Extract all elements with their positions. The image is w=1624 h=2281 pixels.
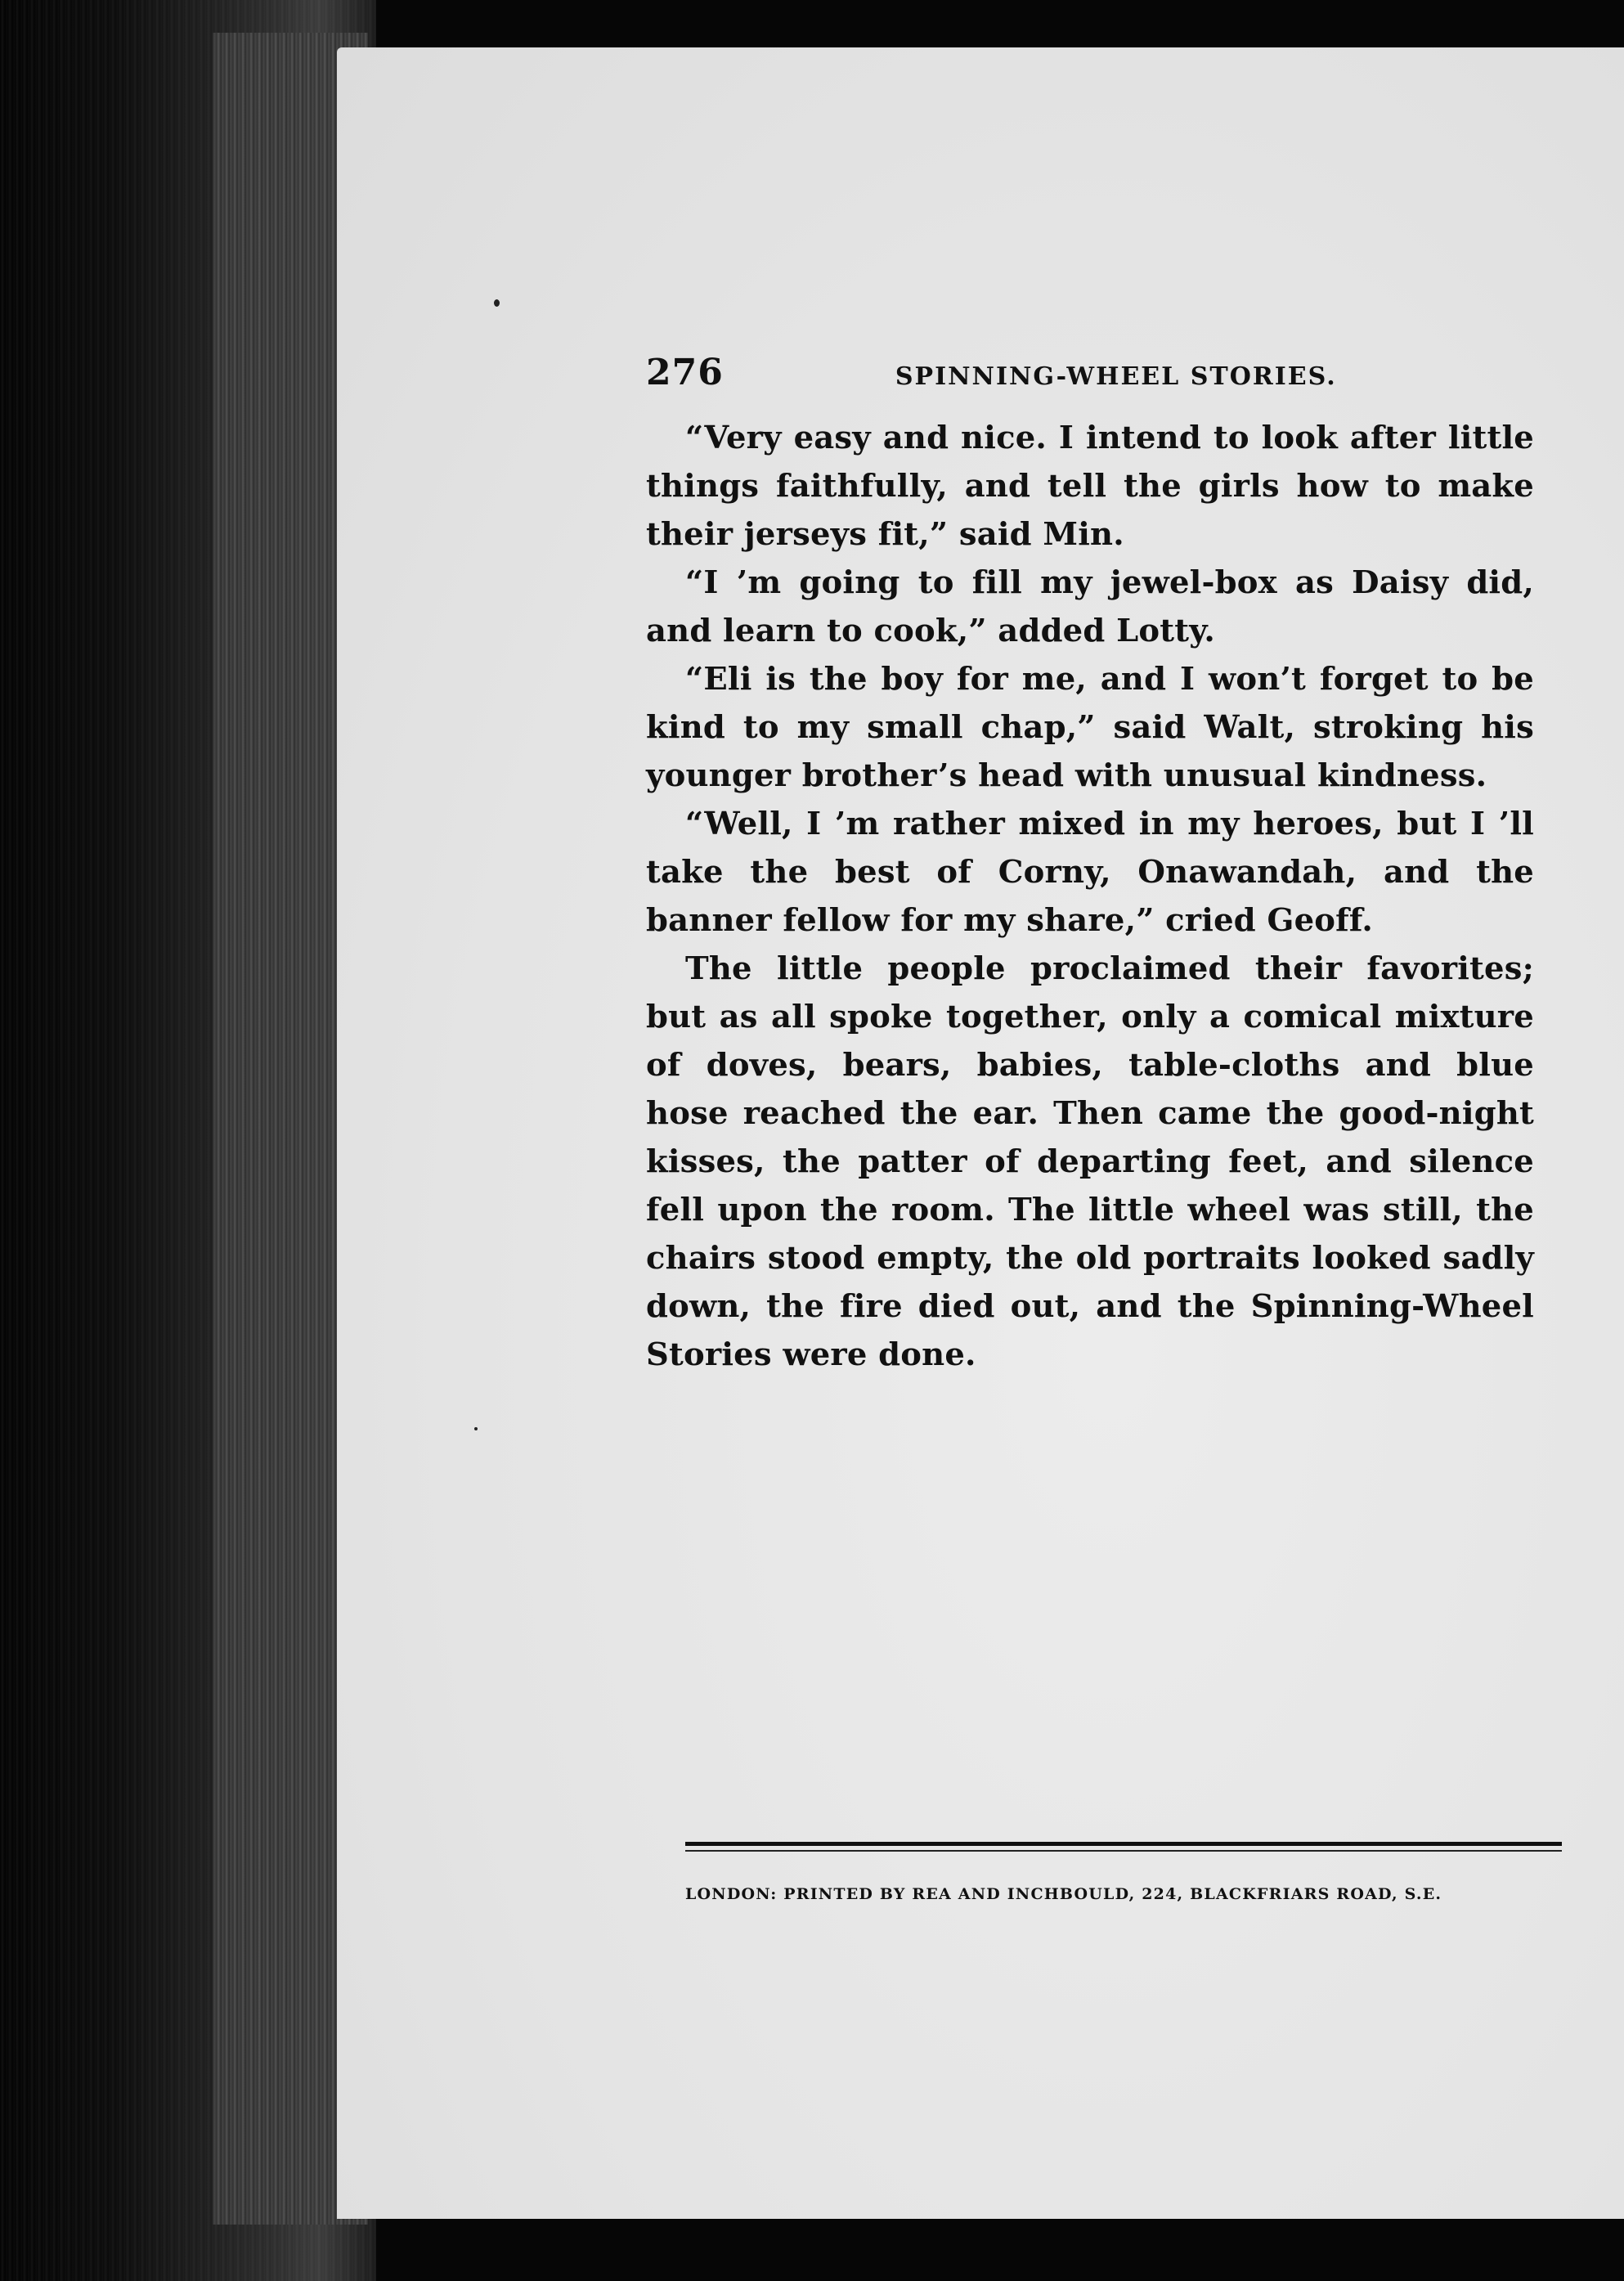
printer-imprint: LONDON: PRINTED BY REA AND INCHBOULD, 224, BLACKFRIARS ROAD, S.E. [685, 1885, 1442, 1903]
paragraph: “Eli is the boy for me, and I won’t forget to be kind to my small chap,” said Walt, stroking his younger brother’s head with unusual kindness. [646, 661, 1534, 794]
page-number: 276 [646, 352, 724, 393]
body-text [646, 414, 1534, 1379]
paragraph: “Very easy and nice. I intend to look after little things faithfully, and tell the girls how to make their jerseys fit,” said Min. [646, 420, 1534, 553]
page-content [646, 352, 1534, 1379]
footer-rule-thin [685, 1850, 1562, 1852]
page-header [646, 352, 1534, 409]
dust-speck [494, 299, 500, 307]
dust-speck [474, 1427, 478, 1430]
paragraph: The little people proclaimed their favorites; but as all spoke together, only a comical mixture of doves, bears, babies, table-cloths and blue hose reached the ear. Then came the good-night kisses, the patter of departing feet, and silence fell upon the room. The little wheel was still, the chairs stood empty, the old portraits looked sadly down, the fire died out, and the Spinning-Wheel Stories were done. [646, 950, 1534, 1373]
paragraph: “I ’m going to fill my jewel-box as Daisy did, and learn to cook,” added Lotty. [646, 564, 1534, 649]
footer-rule [685, 1842, 1562, 1846]
paragraph: “Well, I ’m rather mixed in my heroes, but I ’ll take the best of Corny, Onawandah, and the banner fellow for my share,” cried Geoff. [646, 806, 1534, 939]
running-head: SPINNING-WHEEL STORIES. [895, 362, 1337, 391]
